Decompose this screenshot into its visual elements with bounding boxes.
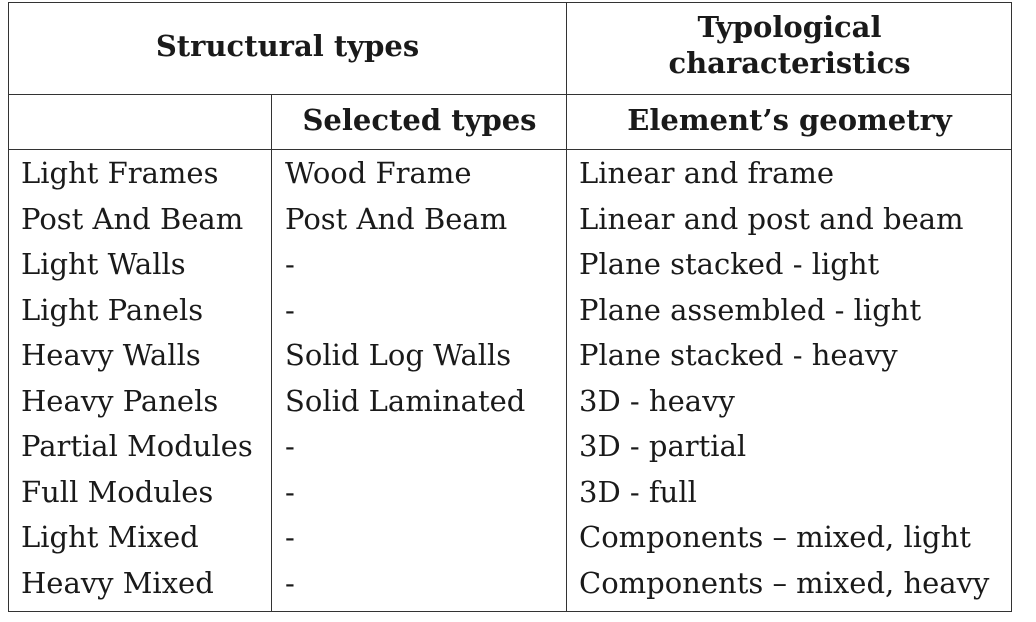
cell-selected-type: - xyxy=(285,429,295,463)
cell-structural-type: Heavy Mixed xyxy=(21,565,214,600)
cell-geometry: 3D - full xyxy=(579,474,697,509)
cell-structural-type: Light Panels xyxy=(21,292,204,327)
table-body xyxy=(8,151,1012,606)
cell-structural-type: Full Modules xyxy=(21,474,214,509)
table-row xyxy=(8,470,1012,516)
header-typological-characteristics xyxy=(567,9,1012,81)
cell-structural-type: Heavy Panels xyxy=(21,383,219,418)
cell-selected-type: Post And Beam xyxy=(285,201,508,236)
cell-selected-type: - xyxy=(285,292,295,327)
cell-selected-type: - xyxy=(285,247,295,281)
header-divider-1 xyxy=(8,94,1012,95)
header-structural-types: Structural types xyxy=(155,29,420,63)
cell-geometry: Plane stacked - heavy xyxy=(579,338,898,372)
cell-geometry: Plane assembled - light xyxy=(579,292,922,327)
cell-structural-type: Light Mixed xyxy=(21,520,199,554)
cell-selected-type: Wood Frame xyxy=(285,156,472,190)
cell-structural-type: Heavy Walls xyxy=(21,338,201,372)
header-elements-geometry: Element’s geometry xyxy=(627,103,952,137)
table-row xyxy=(8,242,1012,288)
table-row xyxy=(8,288,1012,334)
cell-structural-type: Light Walls xyxy=(21,247,186,281)
cell-geometry: Components – mixed, light xyxy=(579,520,971,554)
cell-geometry: Linear and frame xyxy=(579,156,835,190)
table-row xyxy=(8,151,1012,197)
cell-selected-type: Solid Laminated xyxy=(285,383,526,418)
cell-structural-type: Partial Modules xyxy=(21,429,253,463)
table-row xyxy=(8,424,1012,470)
cell-selected-type: - xyxy=(285,520,295,554)
cell-geometry: 3D - heavy xyxy=(579,383,735,418)
cell-geometry: 3D - partial xyxy=(579,429,747,463)
header-typological-line-2: characteristics xyxy=(668,46,911,80)
cell-selected-type: Solid Log Walls xyxy=(285,338,512,372)
cell-geometry: Plane stacked - light xyxy=(579,247,880,281)
table-row xyxy=(8,333,1012,379)
cell-selected-type: - xyxy=(285,474,295,509)
table-row xyxy=(8,379,1012,425)
table-row xyxy=(8,515,1012,561)
cell-geometry: Linear and post and beam xyxy=(579,201,964,236)
header-typological-line-1: Typological xyxy=(697,10,882,44)
table-row xyxy=(8,561,1012,607)
table-row xyxy=(8,197,1012,243)
cell-structural-type: Post And Beam xyxy=(21,201,244,236)
cell-selected-type: - xyxy=(285,565,295,600)
cell-structural-type: Light Frames xyxy=(21,156,219,190)
header-selected-types: Selected types xyxy=(302,103,537,137)
cell-geometry: Components – mixed, heavy xyxy=(579,565,990,600)
header-divider-2 xyxy=(8,149,1012,150)
